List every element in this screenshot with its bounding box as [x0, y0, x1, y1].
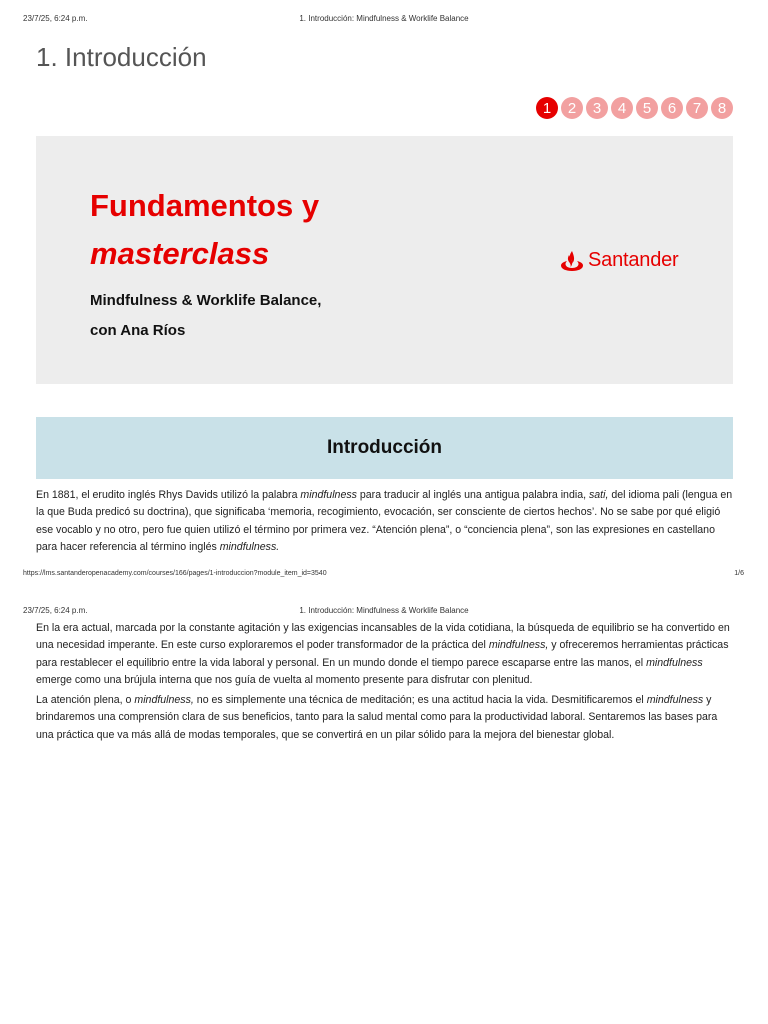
- p1-em-mindfulness: mindfulness: [300, 489, 357, 501]
- pager-item-6[interactable]: 6: [661, 97, 683, 119]
- p1-em-mindfulness-2: mindfulness.: [219, 540, 280, 553]
- print-date: 23/7/25, 6:24 p.m.: [23, 14, 88, 23]
- page-pager: [536, 97, 733, 119]
- santander-logo: [560, 249, 679, 272]
- paragraph-2: [36, 620, 736, 689]
- hero-title: [90, 182, 319, 278]
- pager-item-7[interactable]: 7: [686, 97, 708, 119]
- section-heading: Introducción: [326, 437, 443, 458]
- p2-text-e: emerge como una brújula interna que nos guía de vuelta al momento presente para disfrutar con plenitud.: [36, 673, 533, 686]
- p3-em-mindfulness: mindfulness,: [134, 694, 194, 706]
- p2-em-mindfulness: mindfulness,: [488, 639, 549, 652]
- hero-subtitle: [90, 286, 321, 346]
- pager-item-5[interactable]: 5: [636, 97, 658, 119]
- p2-text-c: y ofreceremos herramientas prácticas para restablecer el equilibrio entre la vida laboral y personal. En un mundo donde el tiempo parece escaparse entre las manos, el: [36, 639, 729, 669]
- print-page-number: 1/6: [734, 570, 744, 577]
- section-heading-band: [36, 417, 733, 479]
- print-date-2: 23/7/25, 6:24 p.m.: [23, 606, 88, 615]
- print-header: [0, 14, 768, 28]
- pager-item-4[interactable]: 4: [611, 97, 633, 119]
- p1-text-e: del idioma pali (lengua en la que Buda predicó su doctrina), que significaba ‘memoria, recogimiento, evocación, ser consciente de ciertos hechos’. No se sabe por qué eligió ese vocablo y no otro, pero fue quien utilizó el término por primera vez. “Atención plena”, o “conciencia plena”, son las expresiones en castellano para hacer referencia al término inglés: [36, 489, 733, 553]
- hero-subtitle-line1: Mindfulness & Worklife Balance,: [90, 292, 322, 309]
- print-title-2: 1. Introducción: Mindfulness & Worklife Balance: [299, 606, 469, 615]
- p3-text-e: y brindaremos una comprensión clara de sus beneficios, tanto para la salud mental como para la productividad laboral. Sentaremos las bases para una práctica que va más allá de modas temporales, que se convertirá en un pilar sólido para la mejora del bienestar global.: [36, 694, 718, 741]
- p2-em-mindfulness-2: mindfulness: [646, 656, 703, 669]
- p1-text-a: En 1881, el erudito inglés Rhys Davids utilizó la palabra: [36, 489, 301, 501]
- hero-title-line2: masterclass: [90, 236, 270, 271]
- print-footer: [0, 570, 768, 582]
- page-title: 1. Introducción: [36, 42, 207, 72]
- paragraph-1: [36, 487, 736, 556]
- print-title: 1. Introducción: Mindfulness & Worklife Balance: [299, 14, 469, 23]
- p2-text-a: En la era actual, marcada por la constante agitación y las exigencias incansables de la vida cotidiana, la búsqueda de equilibrio se ha convertido en una necesidad imperante. En este curso exploraremos el poder transformador de la práctica del: [36, 622, 730, 652]
- p1-em-sati: sati,: [588, 489, 609, 501]
- pager-item-1[interactable]: 1: [536, 97, 558, 119]
- santander-wordmark: Santander: [588, 249, 679, 271]
- santander-flame-icon: [560, 250, 584, 272]
- hero-banner: [36, 136, 733, 384]
- pager-item-2[interactable]: 2: [561, 97, 583, 119]
- pager-item-3[interactable]: 3: [586, 97, 608, 119]
- p3-text-a: La atención plena, o: [36, 694, 135, 706]
- print-url: https://lms.santanderopenacademy.com/courses/166/pages/1-introduccion?module_item_id=3540: [23, 570, 327, 577]
- print-header-2: [0, 606, 768, 620]
- hero-title-line1: Fundamentos y: [90, 188, 320, 223]
- p1-text-c: para traducir al inglés una antigua palabra india,: [356, 489, 589, 501]
- p3-em-mindfulness-2: mindfulness: [646, 694, 704, 706]
- p3-text-c: no es simplemente una técnica de meditación; es una actitud hacia la vida. Desmitificaremos el: [193, 694, 647, 706]
- paragraph-3: [36, 692, 736, 744]
- pager-item-8[interactable]: 8: [711, 97, 733, 119]
- hero-subtitle-line2: con Ana Ríos: [90, 322, 186, 339]
